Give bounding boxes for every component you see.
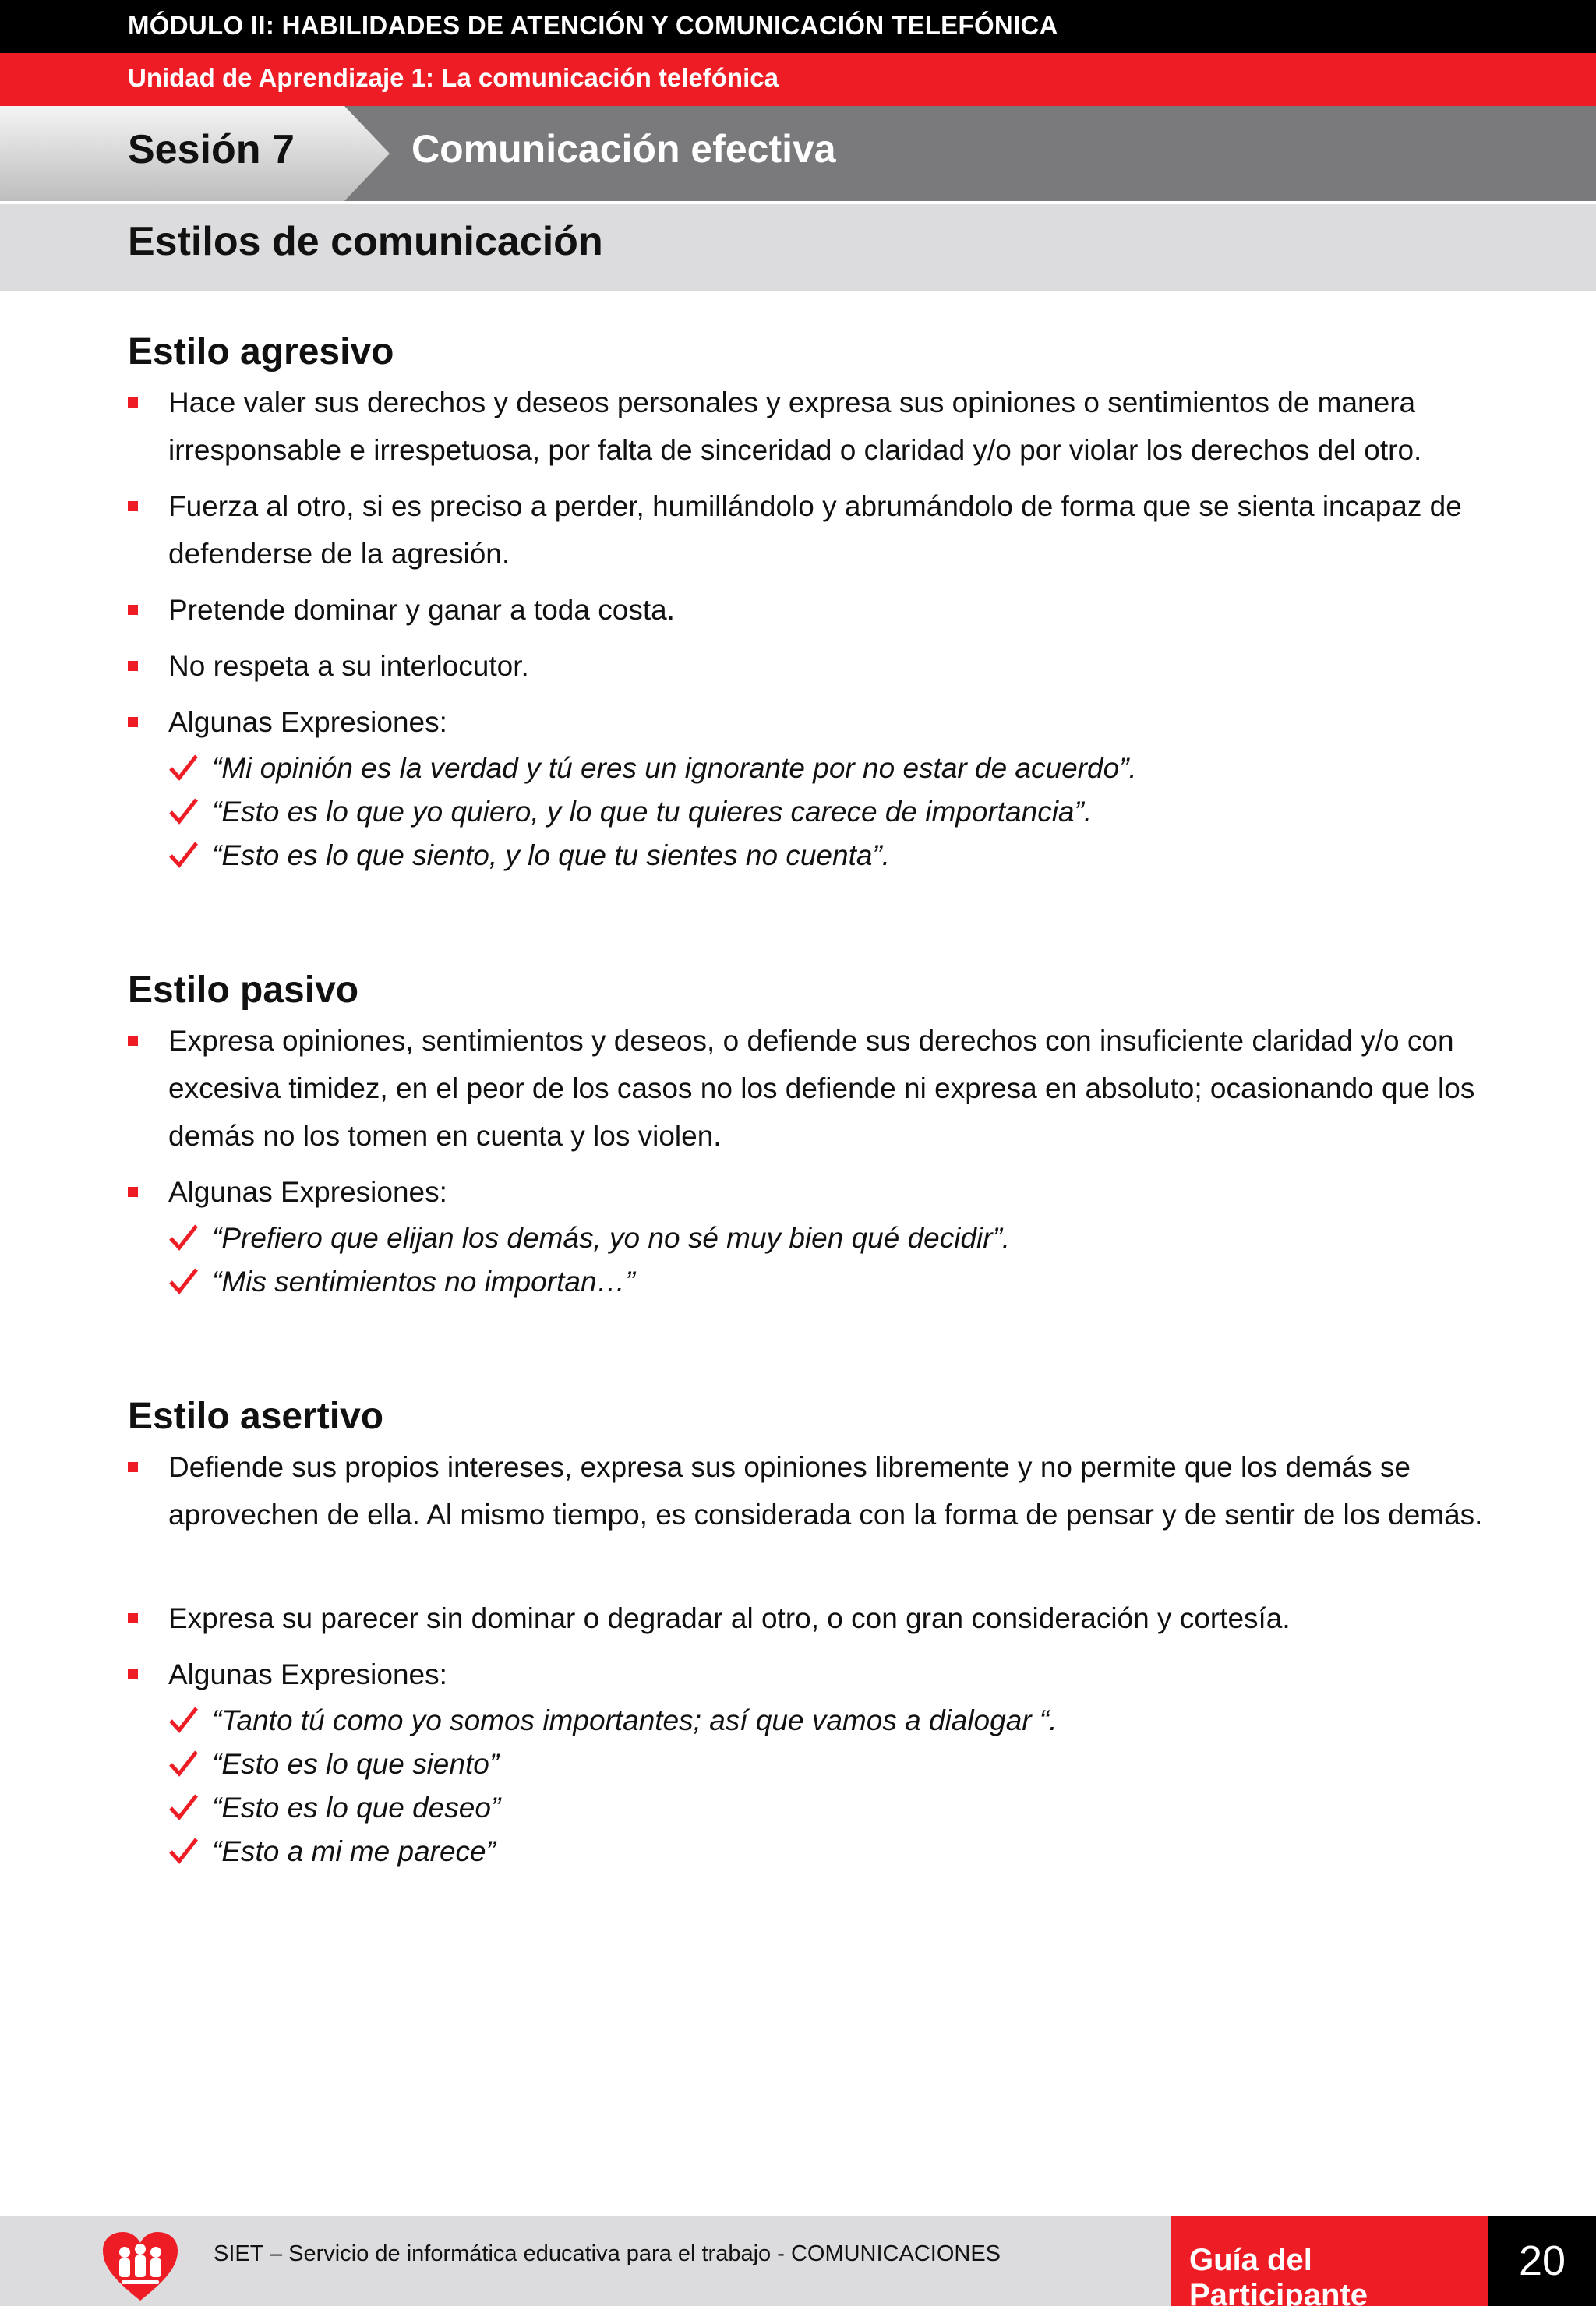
checkmark-icon: [168, 790, 200, 834]
checkmark-icon: [168, 747, 200, 790]
bullet-square-icon: [128, 397, 138, 408]
unit-title: Unidad de Aprendizaje 1: La comunicación telefónica: [128, 63, 779, 92]
people-heart-logo-icon: [101, 2230, 179, 2302]
bullet-square-icon: [128, 1613, 138, 1623]
module-title: MÓDULO II: HABILIDADES DE ATENCIÓN Y COMUNICACIÓN TELEFÓNICA: [128, 11, 1058, 40]
session-label: Sesión 7: [128, 127, 295, 172]
bullet-square-icon: [128, 661, 138, 671]
bullet-square-icon: [128, 1036, 138, 1046]
module-bar: [0, 0, 1596, 53]
passive-heading: Estilo pasivo: [128, 969, 359, 1011]
page-number-box: [1488, 2216, 1596, 2306]
bullet-square-icon: [128, 605, 138, 615]
bullet-square-icon: [128, 717, 138, 727]
bullet-square-icon: [128, 501, 138, 511]
guide-label: Guía del Participante: [1189, 2243, 1368, 2312]
checkmark-icon: [168, 1830, 200, 1873]
checkmark-icon: [168, 1743, 200, 1786]
checkmark-icon: [168, 1260, 200, 1304]
checkmark-icon: [168, 834, 200, 878]
bullet-square-icon: [128, 1187, 138, 1197]
bullet-square-icon: [128, 1669, 138, 1679]
footer-text: SIET – Servicio de informática educativa para el trabajo - COMUNICACIONES: [214, 2241, 1001, 2266]
page-number: 20: [1518, 2237, 1566, 2284]
checkmark-icon: [168, 1786, 200, 1830]
unit-bar: [0, 53, 1596, 106]
session-title: Comunicación efectiva: [411, 127, 836, 171]
checkmark-icon: [168, 1699, 200, 1743]
aggressive-heading: Estilo agresivo: [128, 331, 394, 373]
section-title: Estilos de comunicación: [128, 219, 603, 264]
guide-badge: [1171, 2216, 1488, 2312]
bullet-square-icon: [128, 1462, 138, 1472]
checkmark-icon: [168, 1217, 200, 1260]
assertive-heading: Estilo asertivo: [128, 1396, 384, 1437]
